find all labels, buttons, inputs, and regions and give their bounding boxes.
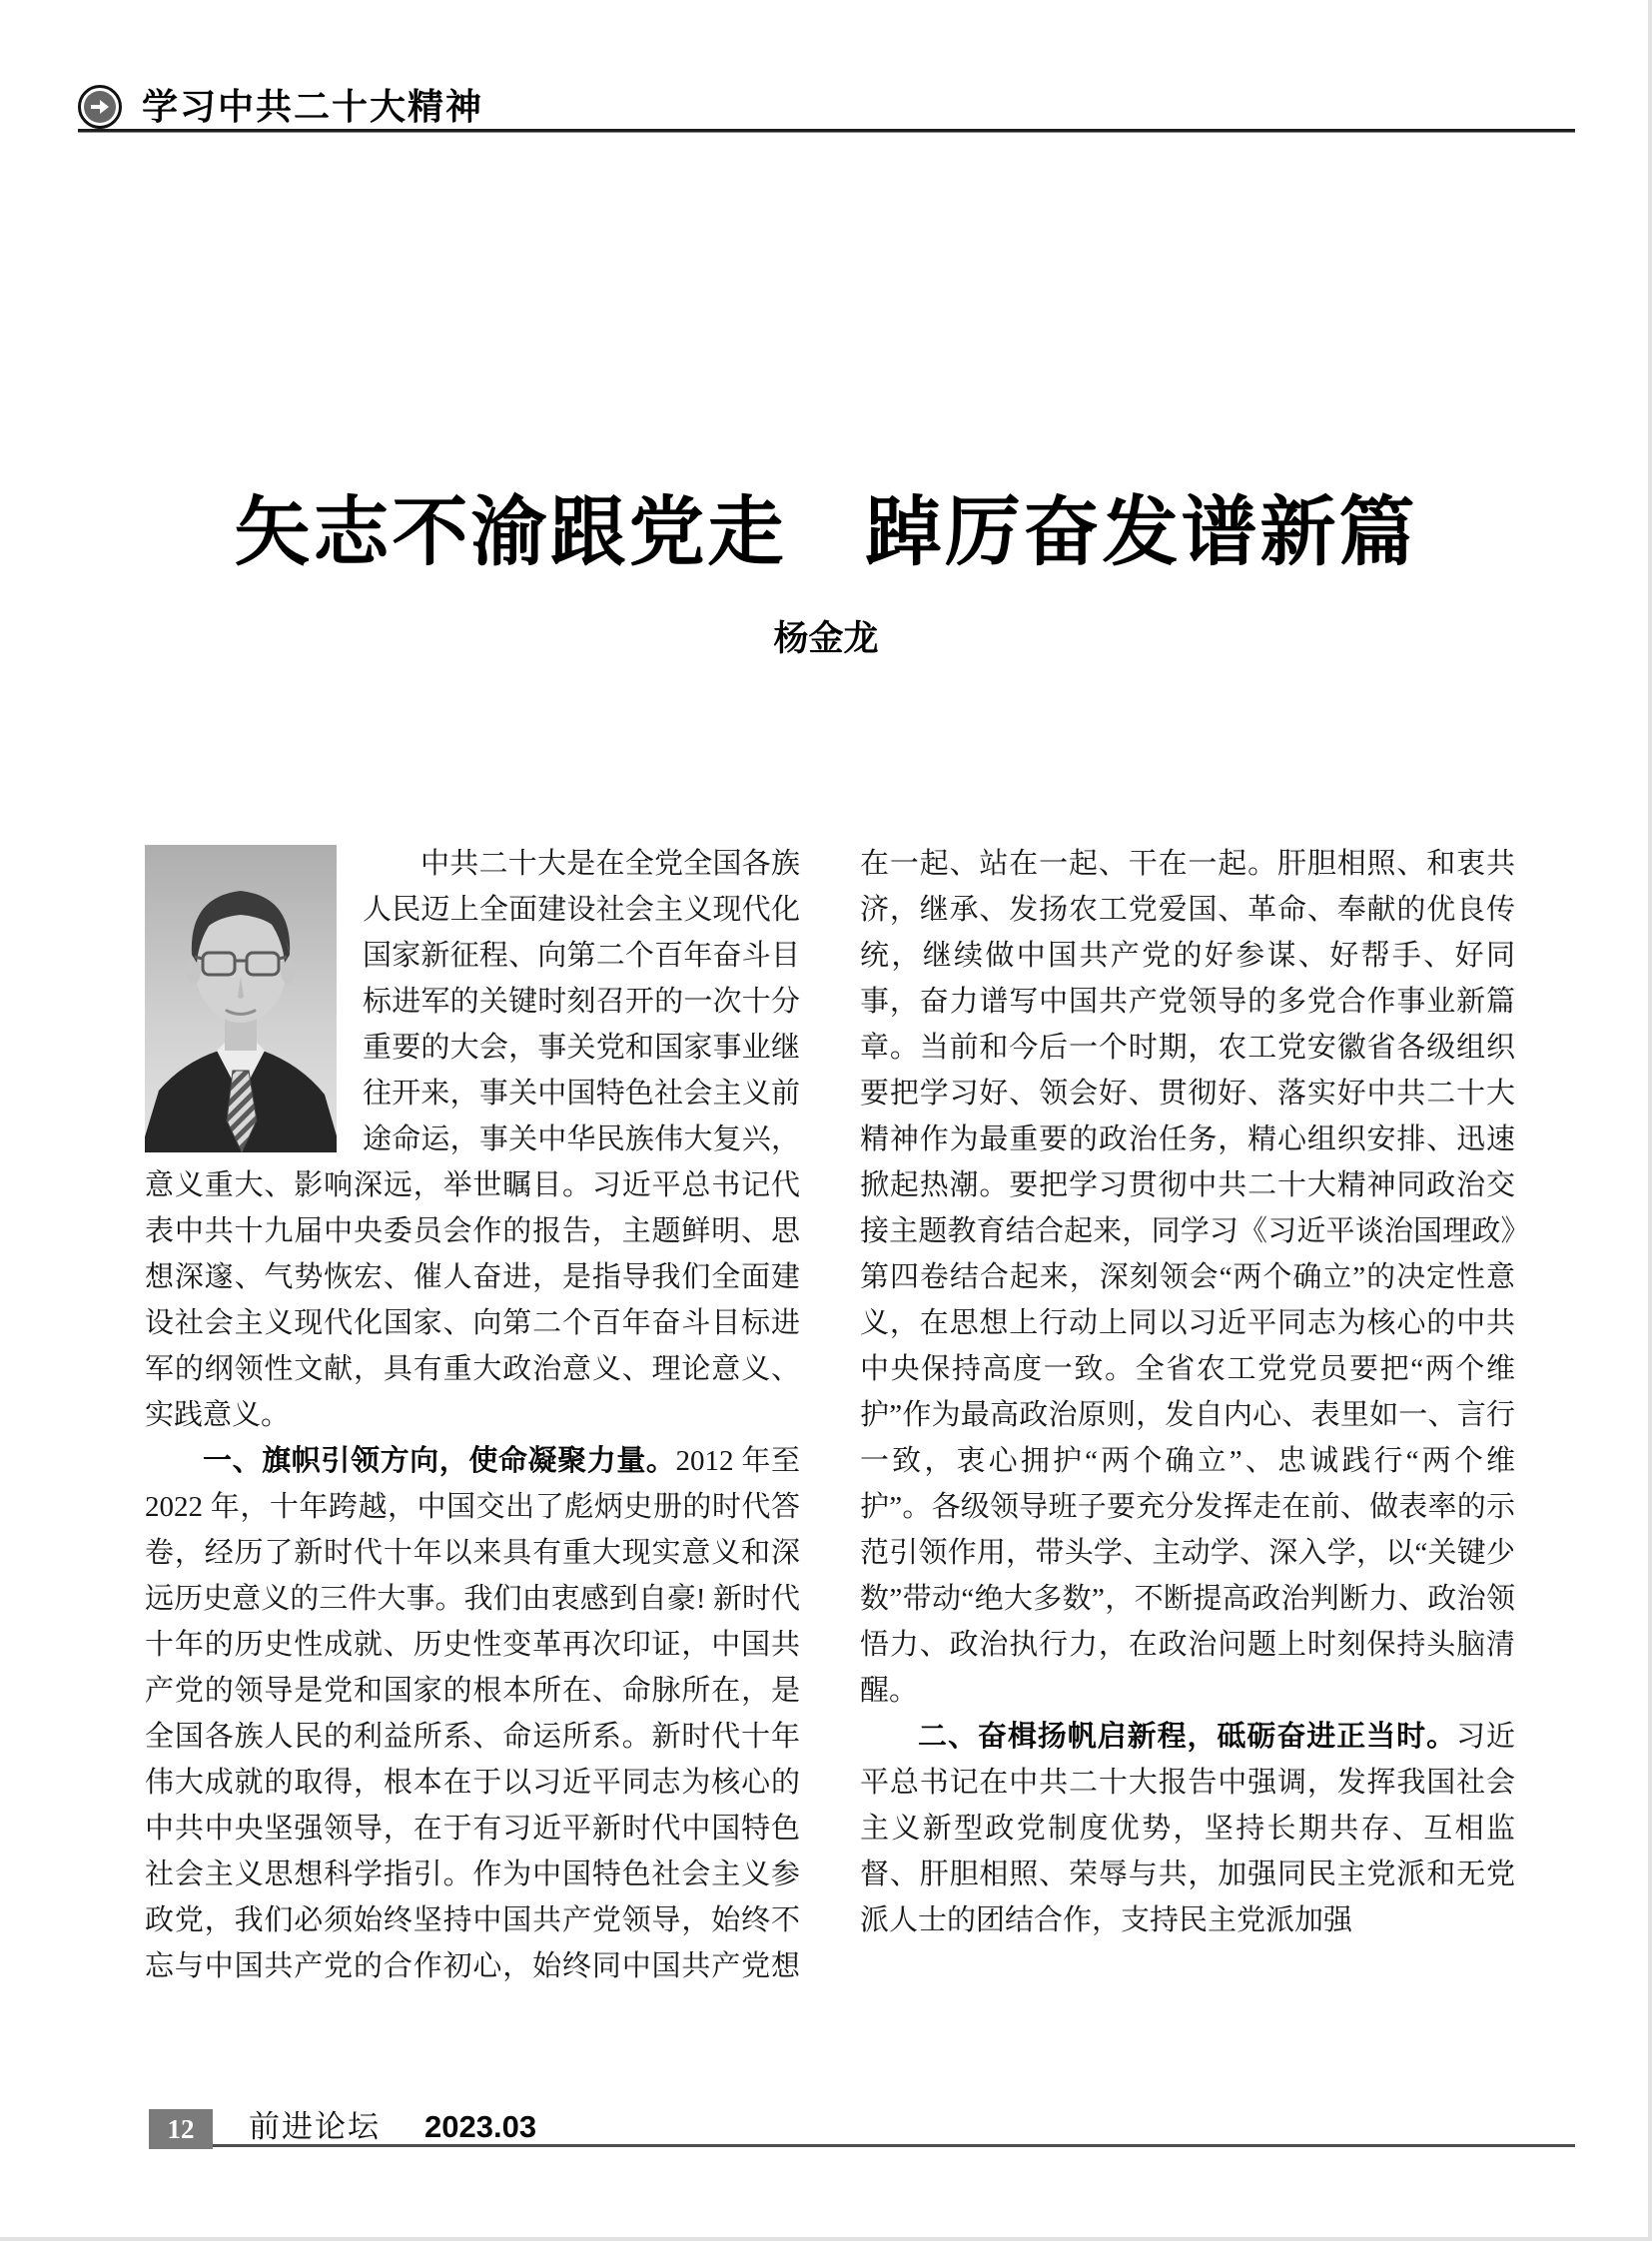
paragraph-2-text: 2012 年至 2022 年，十年跨越，中国交出了彪炳史册的时代答卷，经历了新时代十年以来具有重大现实意义和深远历史意义的三件大事。我们由衷感到自豪! 新时代十年的历史性成就、历史性变革再次印证，中国共产党的领导是党和国家的根本所在、命脉所在，是全国各族人民的利益所系、命运所系。新时代十年伟大成就的取得，根本在于以习近平同志为核心的中共中央坚强领导，在于有习近平新时代中国特色社会主义思想科学指引。作为中国特色社会主义参政党，我们必须始终坚持中国共产党领导，始终不忘与中国共产党的合作初心，始终同中国共产党想在一起、站在一起、干在一起。肝胆相照、和衷共济，继承、发扬农工党爱国、革命、奉献的优良传统，继续做中国共产党的好参谋、好帮手、好同事，奋力谱写中国共产党领导的多党合作事业新篇章。当前和今后一个时期，农工党安徽省各级组织要把学习好、领会好、贯彻好、落实好中共二十大精神作为最重要的政治任务，精心组织安排、迅速掀起热潮。要把学习贯彻中共二十大精神同政治交接主题教育结合起来，同学习《习近平谈治国理政》第四卷结合起来，深刻领会“两个确立”的决定性意义，在思想上行动上同以习近平同志为核心的中共中央保持高度一致。全省农工党党员要把“两个维护”作为最高政治原则，发自内心、表里如一、言行一致，衷心拥护“两个确立”、忠诚践行“两个维护”。各级领导班子要充分发挥走在前、做表率的示范引领作用，带头学、主动学、深入学，以“关键少数”带动“绝大多数”，不断提高政治判断力、政治领悟力、政治执行力，在政治问题上时刻保持头脑清醒。 <box>145 848 1515 1982</box>
page-number-badge: 12 <box>149 2109 213 2149</box>
article-title: 矢志不渝跟党走 踔厉奋发谱新篇 <box>234 490 1418 575</box>
paragraph-2-heading: 一、旗帜引领方向，使命凝聚力量。 <box>203 1445 676 1477</box>
paragraph-3 <box>860 1714 1515 1943</box>
author-portrait-photo <box>145 845 337 1152</box>
paragraph-1-text: 中共二十大是在全党全国各族人民迈上全面建设社会主义现代化国家新征程、向第二个百年奋斗目标进军的关键时刻召开的一次十分重要的大会，事关党和国家事业继往开来，事关中国特色社会主义前途命运，事关中华民族伟大复兴，意义重大、影响深远，举世瞩目。习近平总书记代表中共十九届中央委员会作的报告，主题鲜明、思想深邃、气势恢宏、催人奋进，是指导我们全面建设社会主义现代化国家、向第二个百年奋斗目标进军的纲领性文献，具有重大政治意义、理论意义、实践意义。 <box>145 848 800 1431</box>
article-body <box>145 841 1515 1991</box>
article-author: 杨金龙 <box>773 619 879 658</box>
paragraph-3-text: 习近平总书记在中共二十大报告中强调，发挥我国社会主义新型政党制度优势，坚持长期共存、互相监督、肝胆相照、荣辱与共，加强同民主党派和无党派人士的团结合作，支持民主党派加强 <box>860 1721 1515 1936</box>
page-header <box>78 82 1575 132</box>
page-footer <box>149 2107 1575 2147</box>
header-divider <box>78 129 1575 133</box>
arrow-right-icon <box>78 85 122 129</box>
journal-name: 前进论坛 <box>249 2109 381 2144</box>
section-label: 学习中共二十大精神 <box>142 86 484 127</box>
journal-issue: 2023.03 <box>424 2109 537 2144</box>
paragraph-3-heading: 二、奋楫扬帆启新程，砥砺奋进正当时。 <box>918 1721 1457 1753</box>
